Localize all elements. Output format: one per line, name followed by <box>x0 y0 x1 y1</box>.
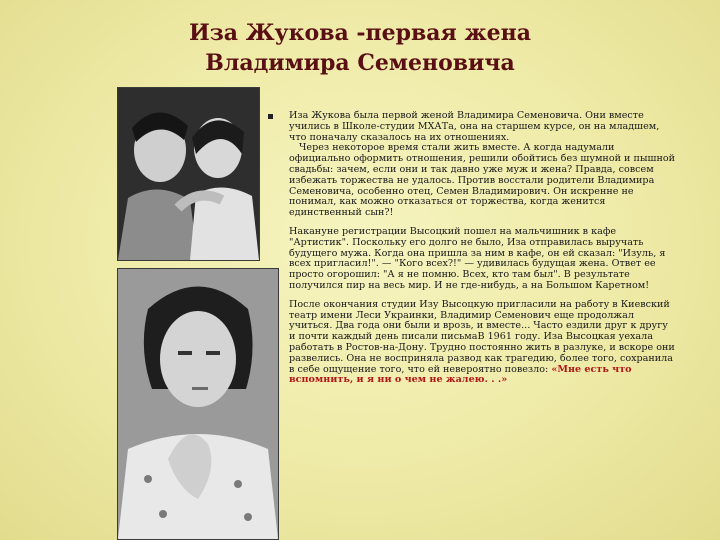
slide-title-line1: Иза Жукова -первая жена <box>188 20 532 46</box>
slide-title-line2: Владимира Семеновича <box>205 50 515 76</box>
paragraph-2: Накануне регистрации Высоцкий пошел на мальчишник в кафе "Артистик". Поскольку его долго не было, Иза отправилась выручать будущего мужа. Когда она пришла за ним в кафе, он ей сказал: "Изуль, я всех пригласил!". — "Кого всех?!" — удивилась будущая жена. Ответ ее просто огорошил: "А я не помню. Всех, кто там был". В результате получился пир на весь мир. И не где-нибудь, а на Большом Каретном! <box>289 225 666 291</box>
paragraph-1b-text: Через некоторое время стали жить вместе. А когда надумали официально оформить отношения, решили обойтись без шумной и пышной свадьбы: зачем, если они и так давно уже муж и жена? Правда, совсем избежать торжества не удалось. Против восстали родители Владимира Семеновича, особенно отец, Семен Владимирович. Он искренне не понимал, как можно отказаться от торжества, когда женится единственный сын?! <box>289 142 676 219</box>
paragraph-3 <box>289 300 675 386</box>
paragraph-3-quote: «Мне есть что вспомнить, и я ни о чем не жалею. . .» <box>289 363 632 386</box>
slide-title <box>0 18 720 78</box>
portrait-photo <box>117 268 279 540</box>
paragraph-3-text: После окончания студии Изу Высоцкую пригласили на работу в Киевский театр имени Леси Украинки, Владимир Семенович еще продолжал учиться. Два года они были и врозь, и вместе... Часто ездили друг к другу и почти каждый день писали письмаВ 1961 году. Иза Высоцкая уехала работать в Ростов-на-Дону. Трудно постоянно жить в разлуке, и вскоре они развелись. Она не восприняла развод как трагедию, более того, сохранила в себе ощущение того, что ей невероятно повезло: <box>289 298 675 375</box>
couple-photo <box>117 87 260 261</box>
bullet-marker <box>268 114 273 119</box>
body-text <box>289 111 675 394</box>
paragraph-1 <box>289 111 675 219</box>
paragraph-1-text: Иза Жукова была первой женой Владимира Семеновича. Они вместе учились в Школе-студии МХАТа, она на старшем курсе, он на младшем, что поначалу сказалось на их отношениях. <box>289 110 660 143</box>
